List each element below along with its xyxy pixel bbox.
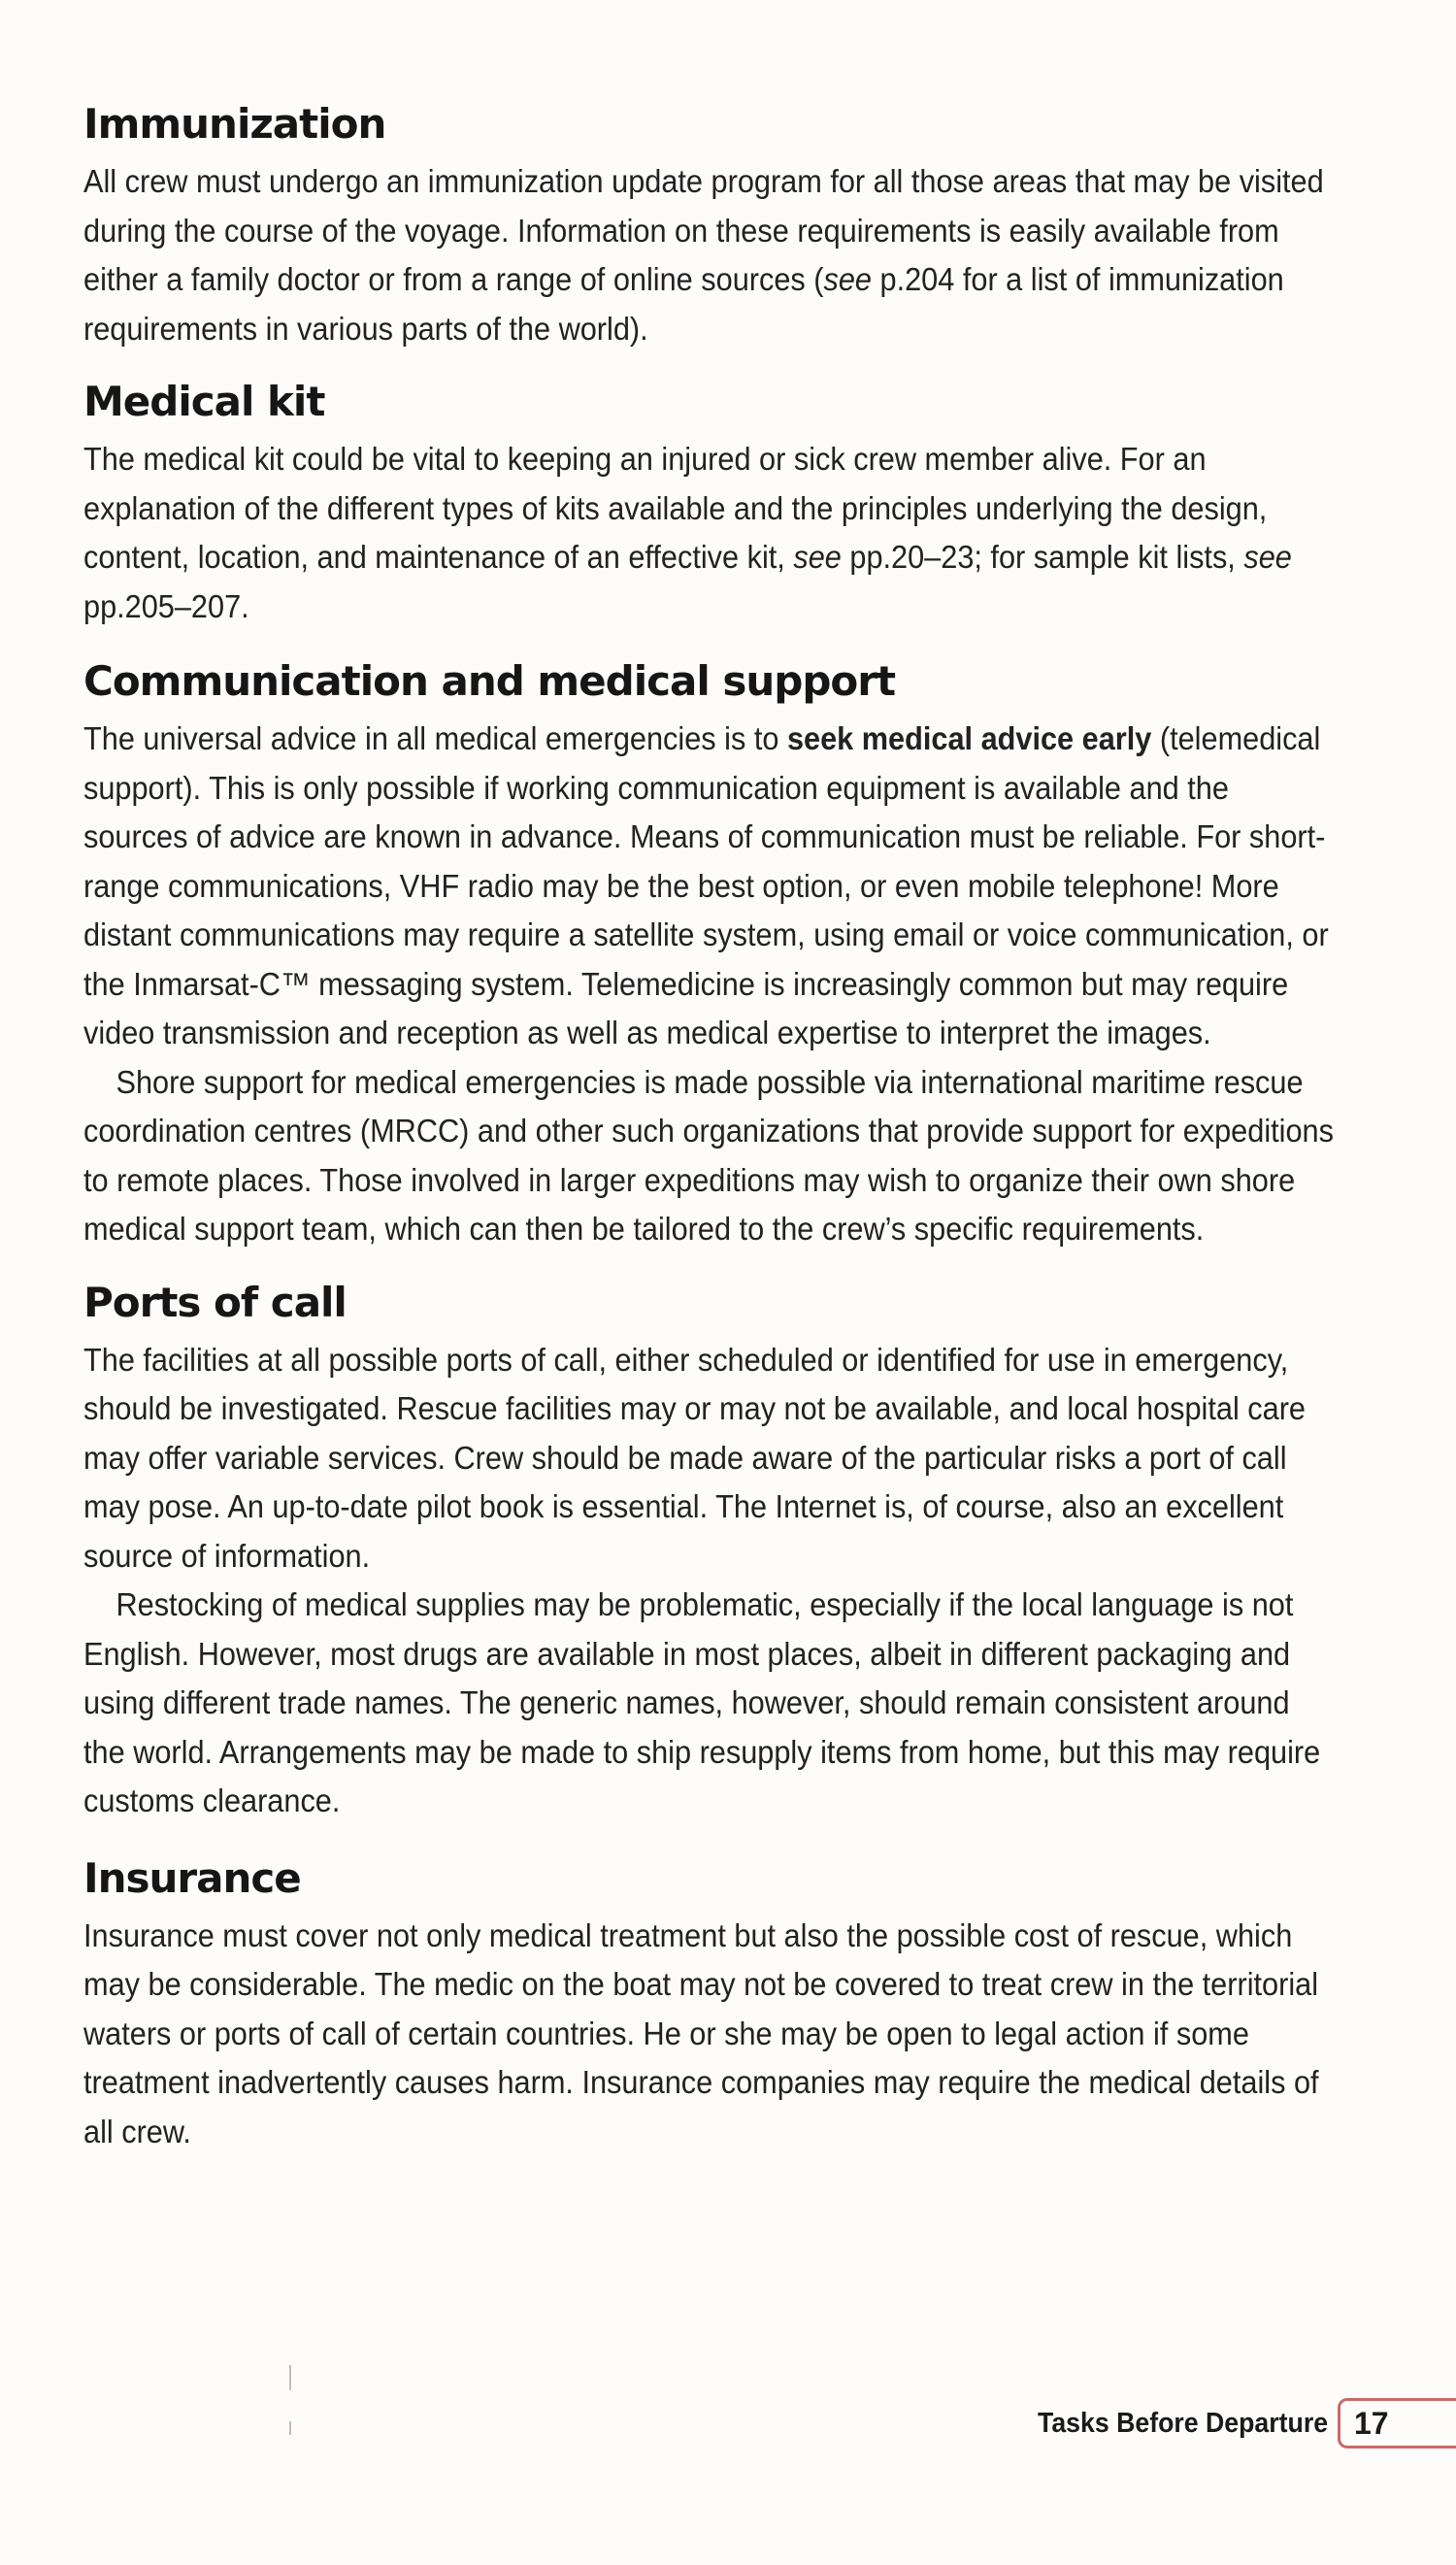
paragraph: The universal advice in all medical emergencies is to seek medical advice early (telemedical support). This is only possible if working communication equipment is available and the sources of advice are known in advance. Means of communication must be reliable. For short-range communications, VHF radio may be the best option, or even mobile telephone! More distant communications may require a satellite system, using email or voice communication, or the Inmarsat-C™ messaging system. Telemedicine is increasingly common but may require video transmission and reception as well as medical expertise to interpret the images. <box>83 720 1329 1050</box>
paragraph: All crew must undergo an immunization update program for all those areas that may be visited during the course of the voyage. Information on these requirements is easily available from either a family doctor or from a range of online sources (see p.204 for a list of immunization requirements in various parts of the world). <box>83 163 1324 347</box>
section-medical-kit <box>83 375 1336 631</box>
scan-mark <box>289 2365 291 2390</box>
section-heading: Insurance <box>83 1853 301 1902</box>
section-immunization <box>83 97 1336 353</box>
page-content <box>83 97 1336 2156</box>
section-insurance <box>83 1851 1336 2157</box>
paragraph: Shore support for medical emergencies is made possible via international maritime rescue coordination centres (MRCC) and other such organizations that provide support for expeditions to remote places. Those involved in larger expeditions may wish to organize their own shore medical support team, which can then be tailored to the crew’s specific requirements. <box>83 1063 1334 1247</box>
paragraph: The facilities at all possible ports of call, either scheduled or identified for use in emergency, should be investigated. Rescue facilities may or may not be available, and local hospital care may offer variable services. Crew should be made aware of the particular risks a port of call may pose. An up-to-date pilot book is essential. The Internet is, of course, also an excellent source of information. <box>83 1341 1307 1574</box>
page-number-box <box>1338 2398 1456 2448</box>
paragraph: The medical kit could be vital to keeping an injured or sick crew member alive. For an explanation of the different types of kits available and the principles underlying the design, content, location, and maintenance of an effective kit, see pp.20–23; for sample kit lists, see pp.205–207. <box>83 441 1292 624</box>
section-communication <box>83 654 1336 1254</box>
section-ports-of-call <box>83 1276 1336 1826</box>
section-heading: Medical kit <box>83 378 325 425</box>
section-heading: Communication and medical support <box>83 657 896 705</box>
page-number: 17 <box>1354 2405 1389 2441</box>
section-heading: Immunization <box>83 100 386 148</box>
paragraph: Insurance must cover not only medical treatment but also the possible cost of rescue, which may be considerable. The medic on the boat may not be covered to treat crew in the territorial waters or ports of call of certain countries. He or she may be open to legal action if some treatment inadvertently causes harm. Insurance companies may require the medical details of all crew. <box>83 1916 1319 2149</box>
running-footer-title: Tasks Before Departure <box>1037 2407 1328 2439</box>
page-footer <box>1012 2396 1456 2450</box>
paragraph: Restocking of medical supplies may be problematic, especially if the local language is not English. However, most drugs are available in most places, albeit in different packaging and using different trade names. The generic names, however, should remain consistent around the world. Arrangements may be made to ship resupply items from home, but this may require customs clearance. <box>83 1586 1321 1818</box>
section-heading: Ports of call <box>83 1278 347 1326</box>
scan-mark <box>289 2421 291 2435</box>
